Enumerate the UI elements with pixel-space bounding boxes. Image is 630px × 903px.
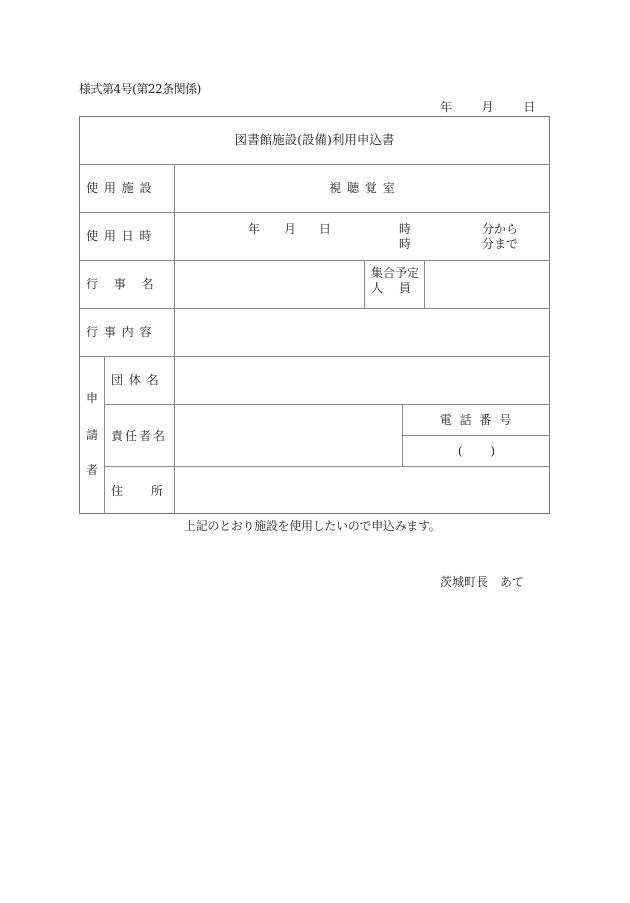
organization-name-field[interactable] <box>175 357 550 404</box>
attendance-label-line1: 集合予定 <box>371 266 420 280</box>
phone-label: 電 話 番 号 <box>439 413 514 427</box>
applicant-label-1: 申 <box>86 391 99 405</box>
phone-format: ( ) <box>457 444 496 458</box>
facility-label: 使 用 施 設 <box>86 181 153 195</box>
event-name-field[interactable] <box>175 261 364 308</box>
datetime-year-label: 年 <box>248 222 261 236</box>
address-field[interactable] <box>175 467 550 514</box>
attendance-left-divider <box>364 260 365 308</box>
phone-field[interactable] <box>403 436 550 466</box>
closing-statement: 上記のとおり施設を使用したいので申込みます。 <box>184 519 441 533</box>
date-year-label: 年 <box>440 100 453 114</box>
form-number: 様式第4号(第22条関係) <box>79 82 201 96</box>
datetime-field[interactable] <box>175 213 550 260</box>
datetime-label: 使 用 日 時 <box>86 229 153 243</box>
start-hour-label: 時 <box>399 222 412 236</box>
addressee: 茨城町長 あて <box>440 575 525 589</box>
application-date <box>440 98 535 115</box>
end-minute-label: 分まで <box>482 237 519 251</box>
event-content-field[interactable] <box>175 309 550 356</box>
facility-field[interactable] <box>175 165 550 212</box>
organization-name-label: 団 体 名 <box>111 373 160 387</box>
datetime-day-label: 日 <box>319 222 332 236</box>
form-title: 図書館施設(設備)利用申込書 <box>234 132 395 147</box>
event-name-label: 行 事 名 <box>86 277 154 291</box>
attendance-label-line2: 人 員 <box>371 281 411 295</box>
applicant-label-2: 請 <box>86 428 99 442</box>
responsible-person-label: 責任者名 <box>111 429 168 443</box>
attendance-field[interactable] <box>425 261 550 308</box>
end-hour-label: 時 <box>399 237 412 251</box>
event-content-label: 行 事 内 容 <box>86 325 153 339</box>
applicant-label-3: 者 <box>86 463 99 477</box>
start-minute-label: 分から <box>482 222 519 236</box>
date-day-label: 日 <box>523 100 536 114</box>
address-label: 住 所 <box>111 484 163 498</box>
facility-value: 視 聴 覚 室 <box>329 181 396 195</box>
responsible-person-field[interactable] <box>175 405 402 466</box>
date-month-label: 月 <box>481 100 494 114</box>
applicant-column-divider <box>104 356 105 514</box>
datetime-month-label: 月 <box>284 222 297 236</box>
